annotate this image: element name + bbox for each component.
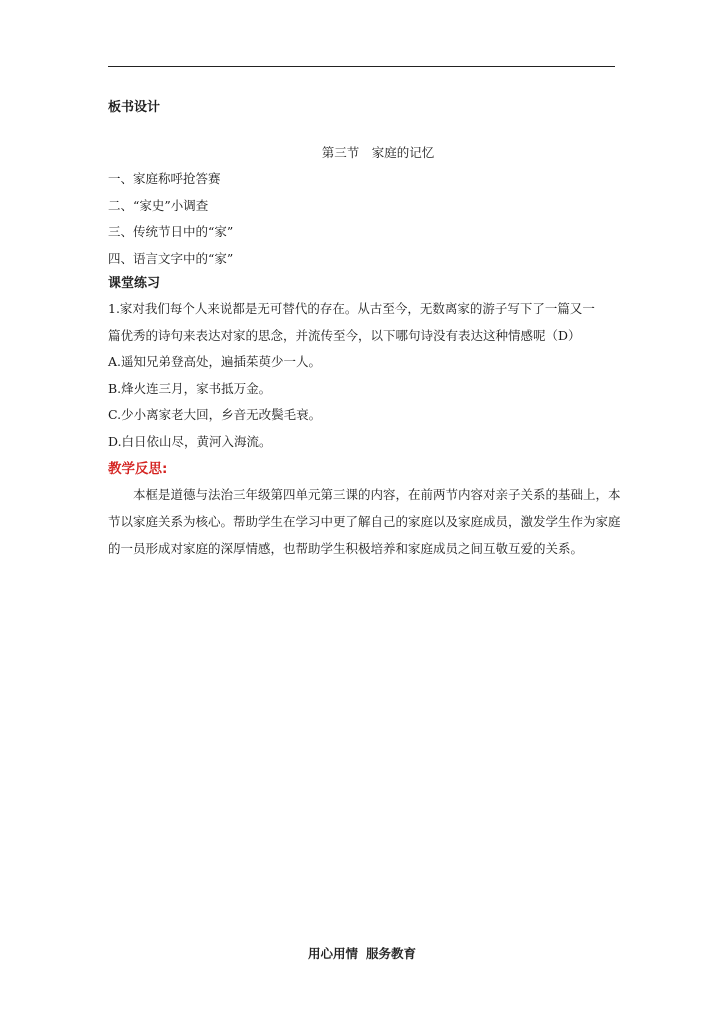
board-item: 四、语言文字中的“家” [108,250,234,266]
board-design-heading: 板书设计 [108,100,161,115]
page-footer [0,944,724,962]
reflection-heading: 教学反思: [108,461,168,477]
board-item: 三、传统节日中的“家” [108,224,234,239]
header-rule [108,66,615,67]
question-line: 篇优秀的诗句来表达对家的思念，并流传至今，以下哪句诗没有表达这种情感呢（D） [108,327,581,343]
option-d: D.白日依山尽，黄河入海流。 [108,433,272,449]
document-body [108,96,628,562]
option-c: C.少小离家老大回，乡音无改鬓毛衰。 [108,407,322,422]
practice-heading: 课堂练习 [108,276,161,291]
footer-slogan-right: 服务教育 [366,946,417,961]
board-item: 二、“家史”小调查 [108,197,209,213]
footer-slogan-left: 用心用情 [307,946,358,961]
board-item: 一、家庭称呼抢答赛 [108,171,221,186]
reflection-body: 本框是道德与法治三年级第四单元第三课的内容，在前两节内容对亲子关系的基础上，本节以家庭关系为核心。帮助学生在学习中更了解自己的家庭以及家庭成员，激发学生作为家庭的一员形成对家庭的深厚情感，也帮助学生积极培养和家庭成员之间互敬互爱的关系。 [108,487,621,556]
option-a: A.遥知兄弟登高处，遍插茱萸少一人。 [108,354,322,369]
question-line: 1.家对我们每个人来说都是无可替代的存在。从古至今，无数离家的游子写下了一篇又一 [108,301,595,316]
option-b: B.烽火连三月，家书抵万金。 [108,380,272,396]
board-title: 第三节 家庭的记忆 [321,145,435,160]
